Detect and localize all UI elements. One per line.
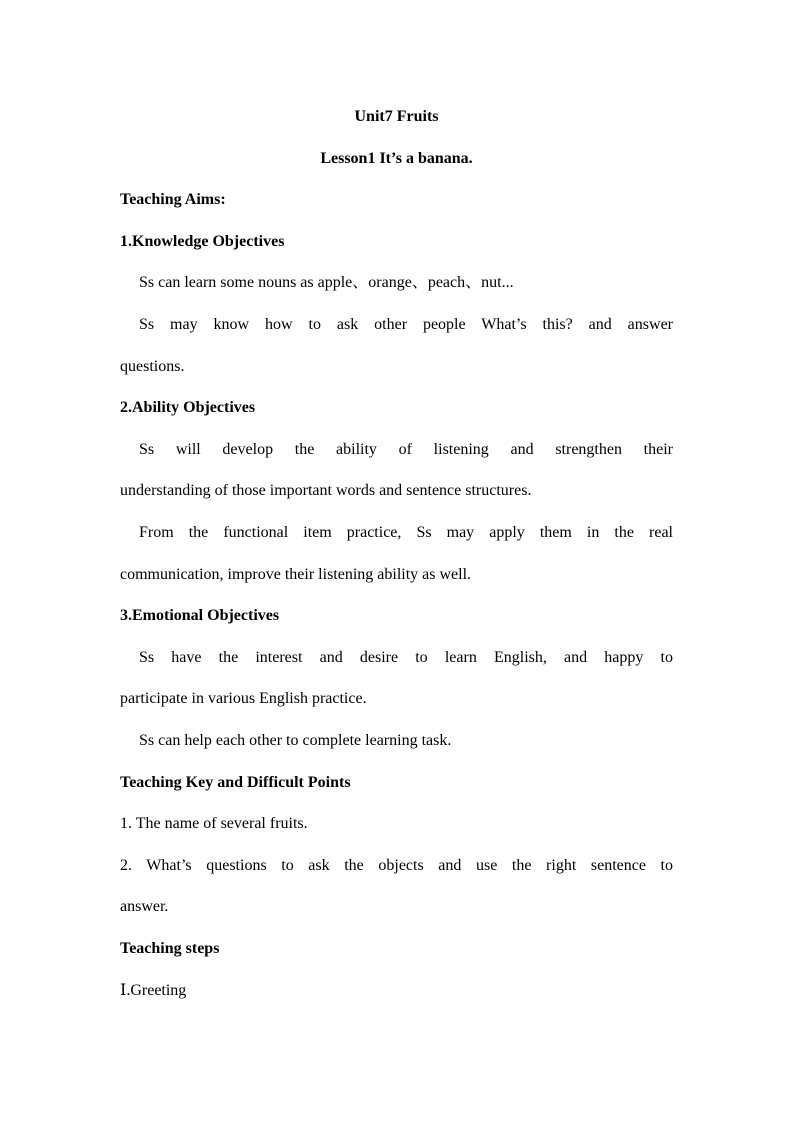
teaching-step-1 xyxy=(120,969,673,1012)
ability-objectives-heading: 2.Ability Objectives xyxy=(120,399,256,417)
key-points-item-2-line-2: answer. xyxy=(120,898,169,916)
knowledge-objectives-heading: 1.Knowledge Objectives xyxy=(120,232,285,250)
teaching-aims-heading: Teaching Aims: xyxy=(120,191,226,209)
ability-paragraph-2-line-1: From the functional item practice, Ss may apply them in the real xyxy=(139,523,673,541)
document-body xyxy=(120,96,673,1012)
emotional-paragraph-1-line-1: Ss have the interest and desire to learn English, and happy to xyxy=(139,648,673,666)
lesson-title: Lesson1 It’s a banana. xyxy=(320,149,473,167)
ability-paragraph-1-line-2: understanding of those important words and sentence structures. xyxy=(120,482,532,500)
emotional-paragraph-2: Ss can help each other to complete learning task. xyxy=(139,731,452,749)
emotional-objectives-heading: 3.Emotional Objectives xyxy=(120,607,280,625)
emotional-paragraph-1-line-2: participate in various English practice. xyxy=(120,690,367,708)
key-points-item-1: 1. The name of several fruits. xyxy=(120,815,308,833)
knowledge-paragraph-2-line-2: questions. xyxy=(120,357,185,375)
key-points-item-2-line-1: 2. What’s questions to ask the objects and use the right sentence to xyxy=(120,856,673,874)
ability-paragraph-1-line-1: Ss will develop the ability of listening and strengthen their xyxy=(139,440,673,458)
teaching-steps-heading: Teaching steps xyxy=(120,939,220,957)
ability-paragraph-2-line-2: communication, improve their listening ability as well. xyxy=(120,565,472,583)
step-1-label: .Greeting xyxy=(126,982,187,1000)
unit-title: Unit7 Fruits xyxy=(354,108,439,125)
knowledge-paragraph-2-line-1: Ss may know how to ask other people What’s this? and answer xyxy=(139,315,673,333)
knowledge-paragraph-1: Ss can learn some nouns as apple、orange、peach、nut... xyxy=(139,274,514,292)
key-points-heading: Teaching Key and Difficult Points xyxy=(120,773,351,791)
step-1-numeral: Ⅰ xyxy=(120,980,127,1000)
